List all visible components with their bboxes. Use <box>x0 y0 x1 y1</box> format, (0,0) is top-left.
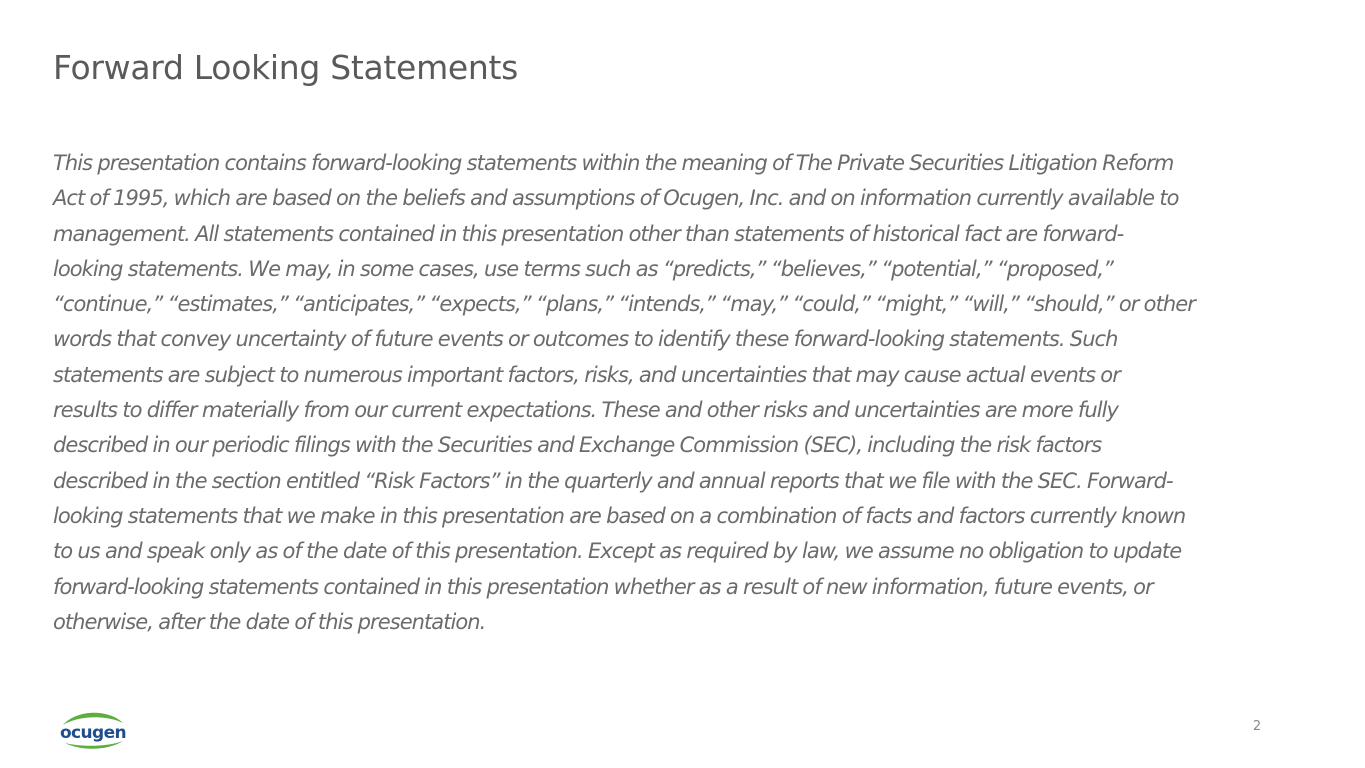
disclaimer-line: Act of 1995, which are based on the beliefs and assumptions of Ocugen, Inc. and on information currently available to <box>53 186 1179 211</box>
disclaimer-line: words that convey uncertainty of future events or outcomes to identify these forward-looking statements. Such <box>53 327 1118 352</box>
disclaimer-line: management. All statements contained in this presentation other than statements of historical fact are forward- <box>53 221 1124 246</box>
page-number: 2 <box>1252 719 1262 734</box>
disclaimer-line: results to differ materially from our current expectations. These and other risks and uncertainties are more fully <box>53 398 1118 423</box>
disclaimer-line: This presentation contains forward-looking statements within the meaning of The Private Securities Litigation Reform <box>53 151 1174 175</box>
disclaimer-line: described in our periodic filings with the Securities and Exchange Commission (SEC), including the risk factors <box>53 433 1102 458</box>
disclaimer-text <box>53 146 1315 640</box>
disclaimer-line: “continue,” “estimates,” “anticipates,” “expects,” “plans,” “intends,” “may,” “could,” “might,” “will,” “should,” or other <box>53 292 1195 317</box>
disclaimer-line: looking statements that we make in this presentation are based on a combination of facts and factors currently known <box>53 503 1186 528</box>
ocugen-logo-icon <box>57 710 129 752</box>
disclaimer-line: otherwise, after the date of this presentation. <box>53 609 486 634</box>
slide-title: Forward Looking Statements <box>53 48 519 87</box>
disclaimer-line: statements are subject to numerous important factors, risks, and uncertainties that may cause actual events or <box>53 362 1120 387</box>
disclaimer-line: forward-looking statements contained in this presentation whether as a result of new information, future events, or <box>53 574 1153 599</box>
disclaimer-line: to us and speak only as of the date of this presentation. Except as required by law, we assume no obligation to update <box>53 539 1182 564</box>
svg-text:ocugen: ocugen <box>59 723 127 743</box>
disclaimer-line: looking statements. We may, in some cases, use terms such as “predicts,” “believes,” “potential,” “proposed,” <box>53 256 1113 281</box>
disclaimer-line: described in the section entitled “Risk Factors” in the quarterly and annual reports that we file with the SEC. Forward- <box>53 468 1173 493</box>
